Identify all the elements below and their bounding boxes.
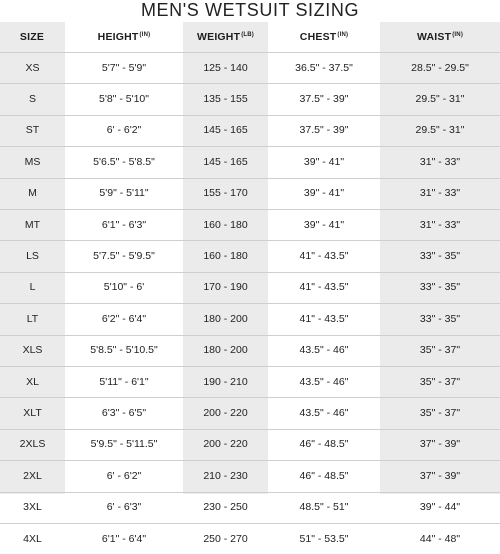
- cell-weight: 250 - 270: [203, 532, 248, 545]
- cell-size: XL: [26, 375, 39, 388]
- cell-height: 6'1" - 6'3": [101, 218, 147, 231]
- cell-chest: 43.5" - 46": [299, 375, 349, 388]
- cell-chest: 46" - 48.5": [299, 438, 349, 451]
- cell-chest: 41" - 43.5": [299, 312, 349, 325]
- cell-weight: 180 - 200: [203, 344, 248, 357]
- cell-waist: 31" - 33": [419, 218, 461, 231]
- cell-chest: 39" - 41": [303, 155, 345, 168]
- cell-waist: 35" - 37": [419, 344, 461, 357]
- cell-size: XLS: [22, 344, 43, 357]
- cell-height: 5'8.5" - 5'10.5": [90, 344, 158, 357]
- cell-weight: 125 - 140: [203, 61, 248, 74]
- cell-chest: 36.5" - 37.5": [295, 61, 353, 74]
- cell-weight: 145 - 165: [203, 124, 248, 137]
- cell-size: M: [28, 187, 37, 200]
- cell-weight: 160 - 180: [203, 250, 248, 263]
- table-row: [0, 240, 500, 271]
- page-title: MEN'S WETSUIT SIZING: [140, 0, 360, 20]
- cell-chest: 41" - 43.5": [299, 250, 349, 263]
- cell-size: XS: [25, 61, 40, 74]
- table-row: [0, 115, 500, 146]
- cell-weight: 230 - 250: [203, 501, 248, 514]
- table-row: [0, 397, 500, 428]
- column-header-height: $HEIGHT^{(IN)}$: [97, 31, 151, 43]
- cell-height: 6' - 6'2": [106, 124, 142, 137]
- cell-height: 5'8" - 5'10": [99, 93, 149, 106]
- cell-chest: 51" - 53.5": [299, 532, 349, 545]
- cell-chest: 37.5" - 39": [299, 93, 349, 106]
- table-row: [0, 178, 500, 209]
- cell-size: 4XL: [23, 532, 42, 545]
- cell-chest: 39" - 41": [303, 218, 345, 231]
- cell-size: 2XLS: [19, 438, 46, 451]
- cell-waist: 44" - 48": [419, 532, 461, 545]
- cell-height: 5'10" - 6': [103, 281, 145, 294]
- cell-height: 6' - 6'2": [106, 469, 142, 482]
- cell-size: MT: [24, 218, 41, 231]
- cell-waist: 31" - 33": [419, 155, 461, 168]
- cell-waist: 37" - 39": [419, 469, 461, 482]
- cell-waist: 35" - 37": [419, 406, 461, 419]
- cell-waist: 33" - 35": [419, 250, 461, 263]
- cell-weight: 190 - 210: [203, 375, 248, 388]
- cell-waist: 29.5" - 31": [415, 124, 465, 137]
- cell-weight: 200 - 220: [203, 438, 248, 451]
- cell-height: 5'7" - 5'9": [101, 61, 147, 74]
- cell-weight: 180 - 200: [203, 312, 248, 325]
- table-row: [0, 523, 500, 554]
- cell-chest: 43.5" - 46": [299, 344, 349, 357]
- cell-size: S: [28, 93, 36, 106]
- sizing-chart: [0, 22, 500, 545]
- cell-waist: 28.5" - 29.5": [411, 61, 469, 74]
- cell-chest: 46" - 48.5": [299, 469, 349, 482]
- column-header-size: SIZE: [19, 31, 45, 43]
- cell-height: 6'2" - 6'4": [101, 312, 147, 325]
- cell-waist: 33" - 35": [419, 281, 461, 294]
- cell-size: MS: [24, 155, 41, 168]
- cell-waist: 37" - 39": [419, 438, 461, 451]
- cell-height: 6'1" - 6'4": [101, 532, 147, 545]
- cell-height: 5'11" - 6'1": [99, 375, 149, 388]
- cell-height: 5'9.5" - 5'11.5": [90, 438, 158, 451]
- cell-waist: 35" - 37": [419, 375, 461, 388]
- table-row: [0, 209, 500, 240]
- cell-weight: 200 - 220: [203, 406, 248, 419]
- cell-weight: 170 - 190: [203, 281, 248, 294]
- cell-chest: 39" - 41": [303, 187, 345, 200]
- cell-size: LT: [26, 312, 39, 325]
- table-row: [0, 52, 500, 83]
- cell-chest: 48.5" - 51": [299, 501, 349, 514]
- cell-weight: 135 - 155: [203, 93, 248, 106]
- sizing-table: [0, 22, 500, 554]
- cell-weight: 155 - 170: [203, 187, 248, 200]
- column-header-chest: $CHEST^{(IN)}$: [299, 31, 349, 43]
- cell-waist: 39" - 44": [419, 501, 461, 514]
- cell-height: 5'6.5" - 5'8.5": [93, 155, 155, 168]
- cell-weight: 160 - 180: [203, 218, 248, 231]
- cell-height: 6'3" - 6'5": [101, 406, 147, 419]
- cell-height: 5'7.5" - 5'9.5": [93, 250, 155, 263]
- table-row: [0, 83, 500, 114]
- table-row: [0, 146, 500, 177]
- table-row: [0, 366, 500, 397]
- cell-chest: 43.5" - 46": [299, 406, 349, 419]
- cell-waist: 33" - 35": [419, 312, 461, 325]
- table-row: [0, 491, 500, 522]
- column-header-weight: $WEIGHT^{(LB)}$: [197, 31, 254, 43]
- cell-height: 5'9" - 5'11": [99, 187, 149, 200]
- cell-waist: 31" - 33": [419, 187, 461, 200]
- header-row: [0, 22, 500, 52]
- cell-size: XLT: [23, 406, 42, 419]
- table-row: [0, 272, 500, 303]
- cell-size: ST: [25, 124, 40, 137]
- cell-size: L: [29, 281, 36, 294]
- cell-weight: 145 - 165: [203, 155, 248, 168]
- table-row: [0, 335, 500, 366]
- table-row: [0, 429, 500, 460]
- cell-size: 3XL: [23, 501, 42, 514]
- cell-chest: 37.5" - 39": [299, 124, 349, 137]
- table-row: [0, 303, 500, 334]
- cell-waist: 29.5" - 31": [415, 93, 465, 106]
- cell-size: 2XL: [23, 469, 42, 482]
- column-header-waist: $WAIST^{(IN)}$: [416, 31, 464, 43]
- cell-weight: 210 - 230: [203, 469, 248, 482]
- cell-size: LS: [26, 250, 39, 263]
- cell-height: 6' - 6'3": [106, 501, 142, 514]
- table-row: [0, 460, 500, 491]
- cell-chest: 41" - 43.5": [299, 281, 349, 294]
